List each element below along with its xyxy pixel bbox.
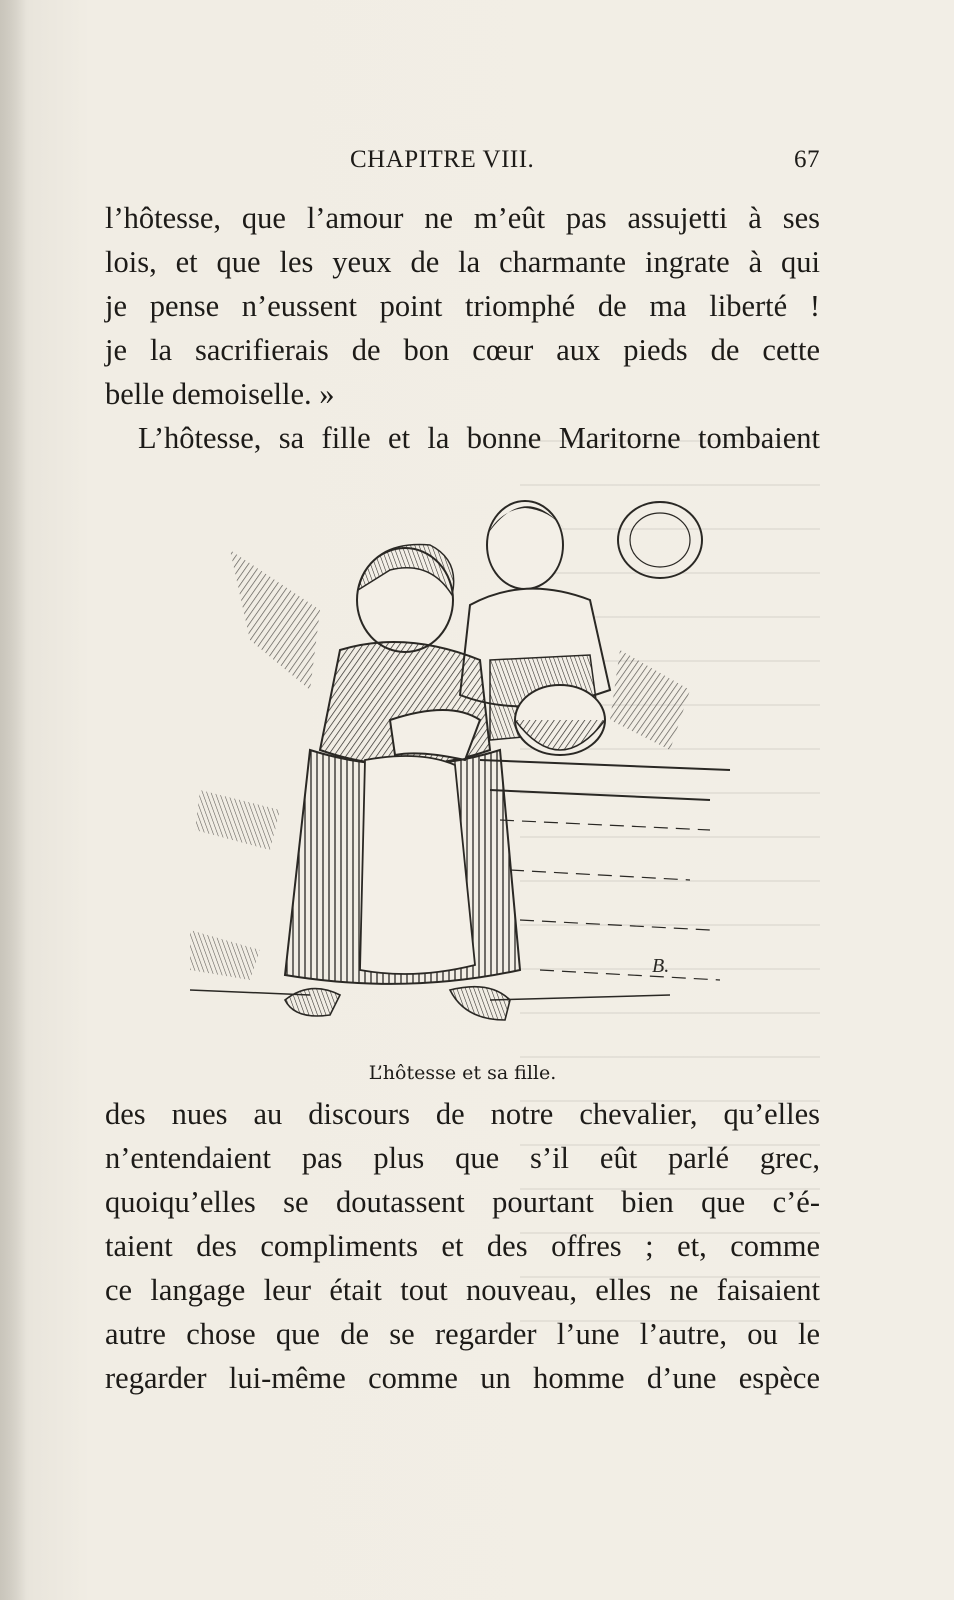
text-block-bottom (105, 1092, 820, 1400)
text-line: je la sacrifierais de bon cœur aux pieds de cette (105, 333, 820, 367)
text-line: belle demoiselle. » (105, 377, 335, 411)
gutter-shadow (0, 0, 26, 1600)
artist-signature: B. (652, 955, 670, 977)
chapter-title: CHAPITRE VIII. (350, 146, 535, 173)
page-number: 67 (794, 146, 820, 173)
figure-caption: L’hôtesse et sa fille. (368, 1062, 557, 1084)
text-line: n’entendaient pas plus que s’il eût parlé grec, (105, 1141, 820, 1175)
text-line: l’hôtesse, que l’amour ne m’eût pas assujetti à ses (105, 201, 820, 235)
text-line: des nues au discours de notre chevalier, qu’elles (105, 1097, 820, 1131)
text-line: je pense n’eussent point triomphé de ma liberté ! (105, 289, 820, 323)
text-block-top (105, 196, 820, 460)
text-line: quoiqu’elles se doutassent pourtant bien que c’é- (105, 1185, 820, 1219)
text-line: regarder lui-même comme un homme d’une espèce (105, 1361, 820, 1395)
engraving-illustration-icon (190, 490, 750, 1050)
text-line: lois, et que les yeux de la charmante ingrate à qui (105, 245, 820, 279)
running-head (105, 146, 820, 180)
text-line: taient des compliments et des offres ; et, comme (105, 1229, 820, 1263)
text-line: L’hôtesse, sa fille et la bonne Maritorne tombaient (138, 421, 820, 455)
text-line: autre chose que de se regarder l’une l’autre, ou le (105, 1317, 820, 1351)
text-line: ce langage leur était tout nouveau, elles ne faisaient (105, 1273, 820, 1307)
